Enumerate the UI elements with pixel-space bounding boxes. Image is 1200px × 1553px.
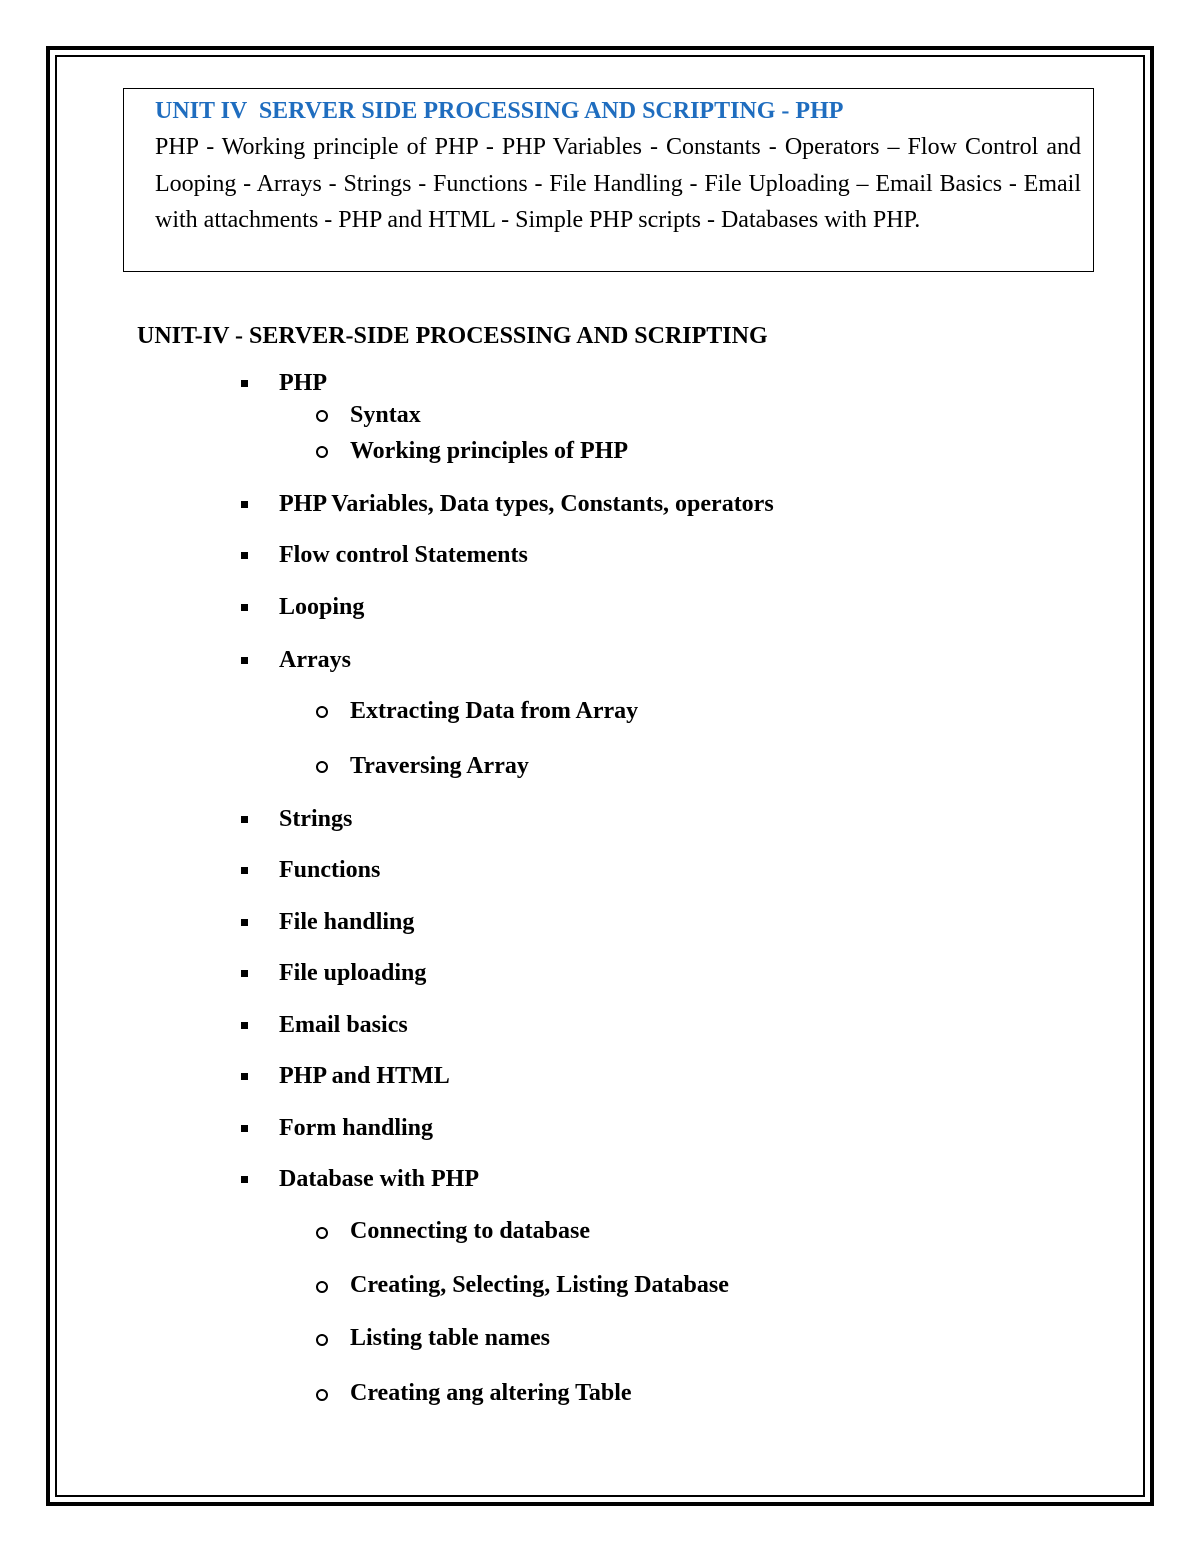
topic-item: File uploading <box>279 960 427 986</box>
circle-bullet-icon <box>316 1227 328 1239</box>
square-bullet-icon <box>241 919 248 926</box>
circle-bullet-icon <box>316 1281 328 1293</box>
square-bullet-icon <box>241 1176 248 1183</box>
topic-item: Arrays <box>279 647 351 673</box>
topic-item: Database with PHP <box>279 1166 479 1192</box>
square-bullet-icon <box>241 867 248 874</box>
topic-item: Form handling <box>279 1115 434 1141</box>
subtopic-item: Connecting to database <box>350 1218 591 1244</box>
subtopic-item: Creating ang altering Table <box>350 1380 632 1406</box>
syllabus-box <box>123 88 1094 272</box>
square-bullet-icon <box>241 657 248 664</box>
subtopic-item: Working principles of PHP <box>350 438 629 464</box>
outline-heading: UNIT-IV - SERVER-SIDE PROCESSING AND SCRIPTING <box>137 323 768 349</box>
syllabus-title: UNIT IV SERVER SIDE PROCESSING AND SCRIPTING - PHP <box>155 98 844 124</box>
topic-item: Flow control Statements <box>279 542 528 568</box>
topic-item: Email basics <box>279 1012 408 1038</box>
square-bullet-icon <box>241 1073 248 1080</box>
circle-bullet-icon <box>316 410 328 422</box>
circle-bullet-icon <box>316 1389 328 1401</box>
square-bullet-icon <box>241 1125 248 1132</box>
square-bullet-icon <box>241 816 248 823</box>
square-bullet-icon <box>241 552 248 559</box>
square-bullet-icon <box>241 501 248 508</box>
topic-item: Looping <box>279 594 365 620</box>
topic-item: PHP and HTML <box>279 1063 450 1089</box>
square-bullet-icon <box>241 604 248 611</box>
subtopic-item: Syntax <box>350 402 421 428</box>
topic-item: File handling <box>279 909 415 935</box>
circle-bullet-icon <box>316 1334 328 1346</box>
topic-item: Functions <box>279 857 381 883</box>
circle-bullet-icon <box>316 761 328 773</box>
square-bullet-icon <box>241 380 248 387</box>
square-bullet-icon <box>241 1022 248 1029</box>
subtopic-item: Creating, Selecting, Listing Database <box>350 1272 729 1298</box>
subtopic-item: Listing table names <box>350 1325 551 1351</box>
circle-bullet-icon <box>316 446 328 458</box>
square-bullet-icon <box>241 970 248 977</box>
syllabus-description: PHP - Working principle of PHP - PHP Variables - Constants - Operators – Flow Control and Looping - Arrays - Strings - Functions - File Handling - File Uploading – Email Basics - Email with attachments - PHP and HTML - Simple PHP scripts - Databases with PHP. <box>155 134 1081 233</box>
topic-item: PHP Variables, Data types, Constants, operators <box>279 491 774 517</box>
subtopic-item: Extracting Data from Array <box>350 698 639 724</box>
subtopic-item: Traversing Array <box>350 753 529 779</box>
topic-item: PHP <box>279 370 327 396</box>
circle-bullet-icon <box>316 706 328 718</box>
topic-item: Strings <box>279 806 353 832</box>
